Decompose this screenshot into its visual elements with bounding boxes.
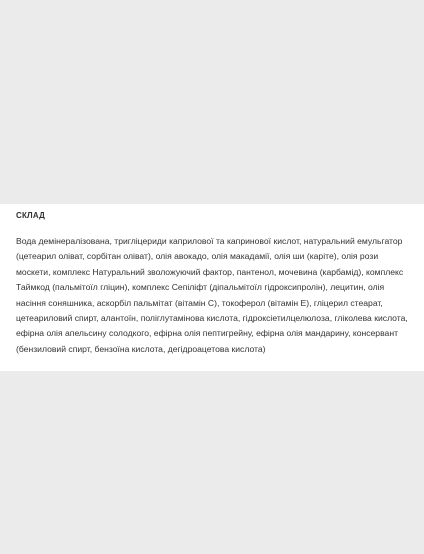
composition-ingredients-text: Вода демінералізована, тригліцериди каприлової та капринової кислот, натуральний емульгатор (цетеарил оліват, сорбітан оліват), олія авокадо, олія макадамії, олія ши (каріте), олія рози москети, комплекс Натуральний зволожуючий фактор, пантенол, мочевина (карбамід), комплекс Таймкод (пальмітоїл гліцин), комплекс Сепіліфт (діпальмітоїл гідроксипролін), лецитин, олія насіння соняшника, аскорбіл пальмітат (вітамін С), токоферол (вітамін Е), гліцерил стеарат, цетеариловий спирт, алантоїн, поліглутамінова кислота, гідроксіетилцелюлоза, гліколева кислота, ефірна олія апельсину солодкого, ефірна олія пептигрейну, ефірна олія мандарину, консервант (бензиловий спирт, бензоїна кислота, дегідроацетова кислота)	[16, 236, 408, 354]
top-background-area	[0, 0, 424, 204]
composition-heading: СКЛАД	[16, 211, 46, 220]
composition-section	[0, 204, 424, 371]
